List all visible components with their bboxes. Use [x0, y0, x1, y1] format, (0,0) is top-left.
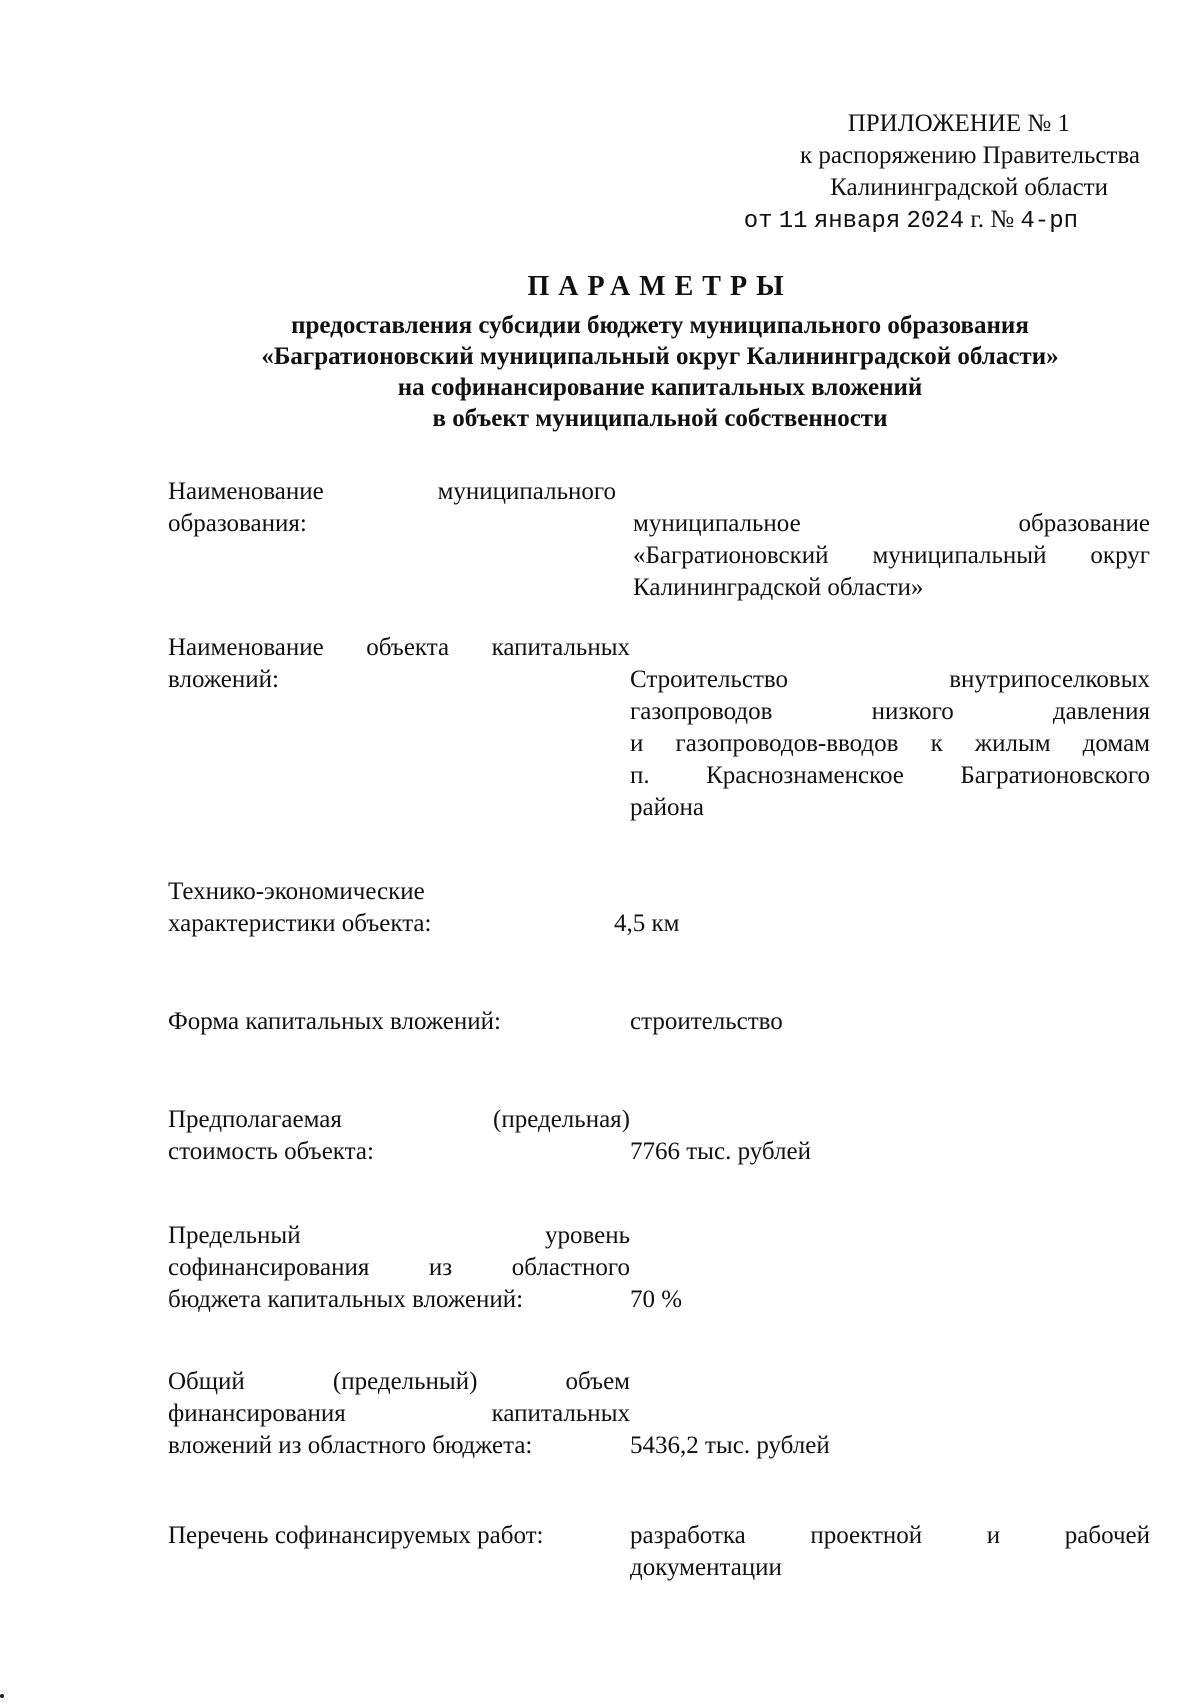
param-label: Форма капитальных вложений: [168, 1008, 501, 1035]
param-value: 5436,2 тыс. рублей [630, 1432, 830, 1459]
document-number: 4-рп [1020, 208, 1078, 235]
param-value: муниципальное образование «Багратионовский муниципальный округ Калининградской области» [633, 510, 1150, 601]
appendix-reference: к распоряжению Правительства [799, 142, 1140, 169]
param-label: Наименование объекта капитальных вложений: [168, 634, 630, 693]
date-prefix: от [743, 208, 773, 235]
title-main: ПАРАМЕТРЫ [527, 271, 793, 302]
date-year: 2024 [906, 208, 965, 235]
appendix-region: Калининградской области [830, 174, 1108, 201]
title-line: на софинансирование капитальных вложений [397, 374, 923, 401]
title-line: в объект муниципальной собственности [432, 405, 888, 432]
scan-artifact [0, 1694, 4, 1698]
date-month: января [813, 208, 901, 235]
param-value: строительство [630, 1008, 783, 1035]
date-day: 11 [778, 208, 808, 235]
param-value: Строительство внутрипоселковых газопроводов низкого давления и газопроводов-вводов к жилым домам п. Краснознаменское Багратионовского района [630, 666, 1150, 821]
param-label: Общий (предельный) объем финансирования капитальных вложений из областного бюджета: [168, 1368, 630, 1459]
param-value: разработка проектной и рабочей документации [630, 1522, 1150, 1581]
appendix-header [560, 108, 1140, 238]
param-label: Наименование муниципального образования: [168, 478, 616, 537]
param-label: Предполагаемая (предельная) стоимость объекта: [168, 1106, 630, 1165]
param-label: Технико-экономические характеристики объекта: [168, 878, 432, 937]
appendix-title: ПРИЛОЖЕНИЕ № 1 [847, 110, 1070, 137]
param-value: 7766 тыс. рублей [630, 1138, 811, 1165]
param-value: 70 % [630, 1286, 683, 1313]
appendix-date-line [560, 204, 1078, 238]
param-label: Предельный уровень софинансирования из областного бюджета капитальных вложений: [168, 1222, 630, 1313]
title-line: предоставления субсидии бюджету муниципального образования [291, 312, 1029, 339]
param-value: 4,5 км [614, 910, 680, 937]
document-title [150, 268, 1170, 434]
param-label: Перечень софинансируемых работ: [168, 1522, 544, 1549]
date-suffix: г. № [970, 206, 1015, 233]
title-line: «Багратионовский муниципальный округ Калининградской области» [261, 343, 1059, 370]
